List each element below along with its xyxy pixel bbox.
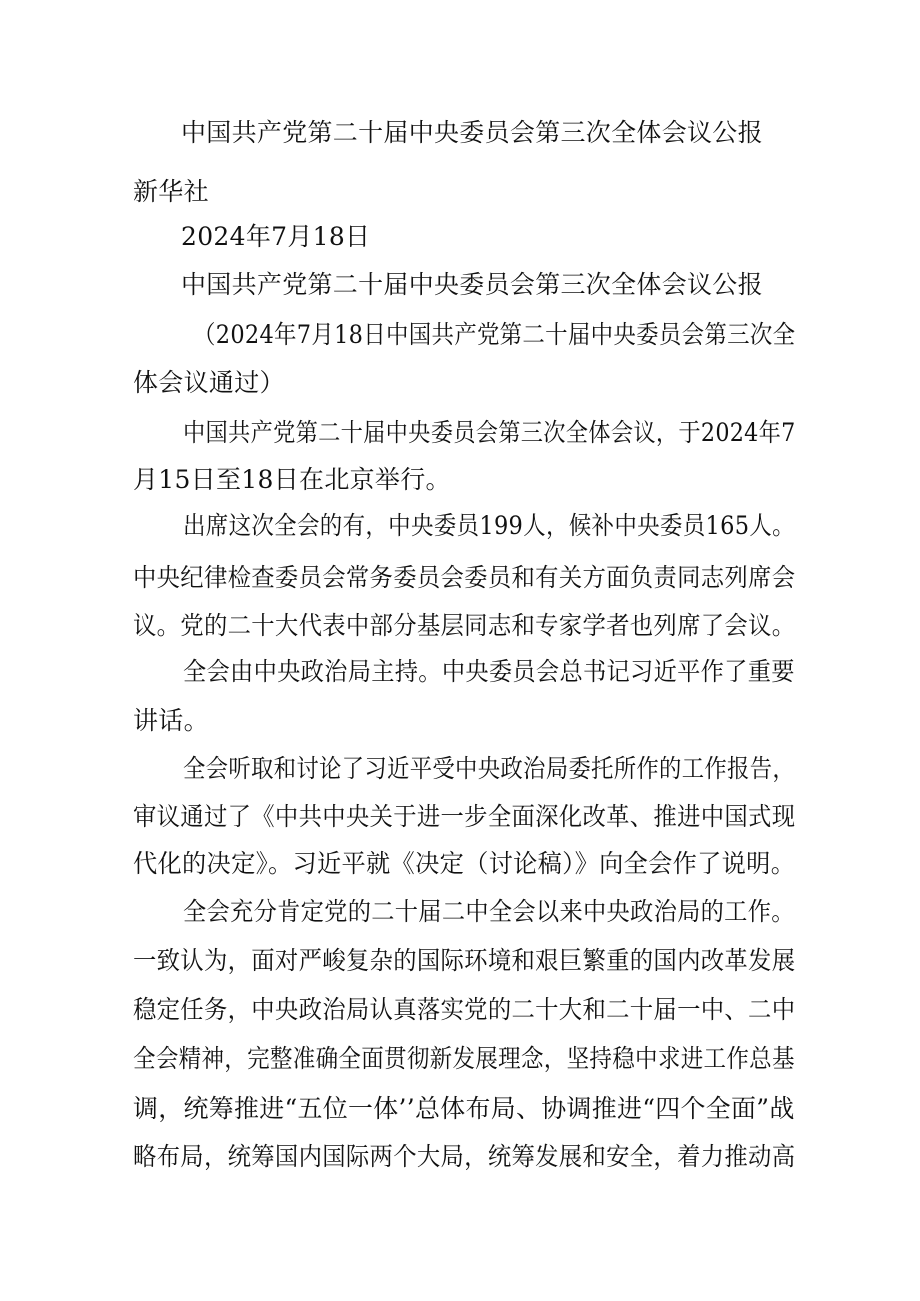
paragraph-line: 月15日至18日在北京举行。 <box>133 465 451 494</box>
paragraph-line: 审议通过了《中共中央关于进一步全面深化改革、推进中国式现 <box>133 802 796 831</box>
paragraph-line: 全会充分肯定党的二十届二中全会以来中央政治局的工作。 <box>183 897 795 926</box>
paragraph-line: 中国共产党第二十届中央委员会第三次全体会议，于2024年7 <box>183 418 796 447</box>
passed-note-line: 体会议通过） <box>133 368 285 397</box>
paragraph-line: 一致认为，面对严峻复杂的国际环境和艰巨繁重的国内改革发展 <box>133 946 796 975</box>
paragraph-line: 代化的决定》。习近平就《决定（讨论稿）》向全会作了说明。 <box>133 849 796 878</box>
paragraph-line: 议。党的二十大代表中部分基层同志和专家学者也列席了会议。 <box>133 611 796 640</box>
paragraph-line: 全会听取和讨论了习近平受中央政治局委托所作的工作报告， <box>183 754 796 783</box>
document-subtitle: 中国共产党第二十届中央委员会第三次全体会议公报 <box>181 270 763 299</box>
paragraph-line: 稳定任务，中央政治局认真落实党的二十大和二十届一中、二中 <box>133 995 796 1024</box>
paragraph-line: 讲话。 <box>133 706 209 735</box>
paragraph-line: 全会由中央政治局主持。中央委员会总书记习近平作了重要 <box>183 657 795 686</box>
paragraph-line: 出席这次全会的有，中央委员199人，候补中央委员165人。 <box>183 511 795 540</box>
source-agency: 新华社 <box>133 177 209 206</box>
passed-note-line: （2024年7月18日中国共产党第二十届中央委员会第三次全 <box>193 320 796 349</box>
paragraph-line: 调，统筹推进“五位一体’’总体布局、协调推进“四个全面”战 <box>133 1094 795 1123</box>
paragraph-line: 全会精神，完整准确全面贯彻新发展理念，坚持稳中求进工作总基 <box>133 1044 795 1073</box>
paragraph-line: 略布局，统筹国内国际两个大局，统筹发展和安全，着力推动高 <box>133 1142 796 1171</box>
publish-date: 2024年7月18日 <box>181 222 371 251</box>
document-title: 中国共产党第二十届中央委员会第三次全体会议公报 <box>181 118 763 147</box>
paragraph-line: 中央纪律检查委员会常务委员会委员和有关方面负责同志列席会 <box>133 563 796 592</box>
